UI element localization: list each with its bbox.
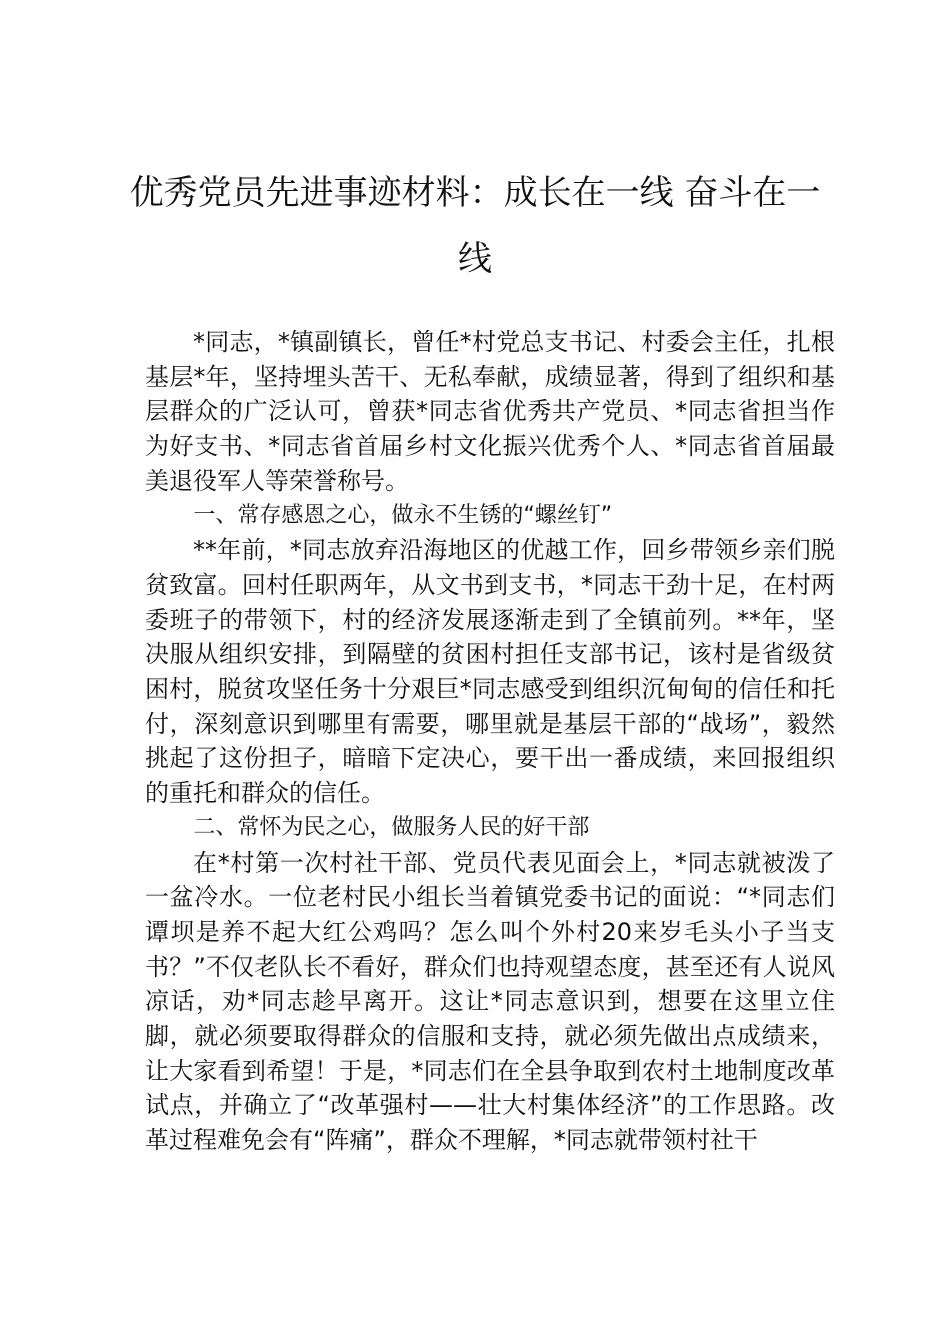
document-body	[145, 325, 835, 1158]
section-1-paragraph: **年前，*同志放弃沿海地区的优越工作，回乡带领乡亲们脱贫致富。回村任职两年，从文书到支书，*同志干劲十足，在村两委班子的带领下，村的经济发展逐渐走到了全镇前列。**年，坚决服从组织安排，到隔壁的贫困村担任支部书记，该村是省级贫困村，脱贫攻坚任务十分艰巨*同志感受到组织沉甸甸的信任和托付，深刻意识到哪里有需要，哪里就是基层干部的“战场”，毅然挑起了这份担子，暗暗下定决心，要干出一番成绩，来回报组织的重托和群众的信任。	[145, 536, 835, 808]
section-2-paragraph: 在*村第一次村社干部、党员代表见面会上，*同志就被泼了一盆冷水。一位老村民小组长当着镇党委书记的面说：“*同志们谭坝是养不起大红公鸡吗？怎么叫个外村20来岁毛头小子当支书？”不仅老队长不看好，群众们也持观望态度，甚至还有人说风凉话，劝*同志趁早离开。这让*同志意识到，想要在这里立住脚，就必须要取得群众的信服和支持，就必须先做出点成绩来，让大家看到希望！于是，*同志们在全县争取到农村土地制度改革试点，并确立了“改革强村——壮大村集体经济”的工作思路。改革过程难免会有“阵痛”，群众不理解，*同志就带领村社干	[145, 848, 835, 1155]
section-heading-1: 一、常存感恩之心，做永不生锈的“螺丝钉”	[193, 502, 613, 528]
intro-paragraph: *同志，*镇副镇长，曾任*村党总支书记、村委会主任，扎根基层*年，坚持埋头苦干、无私奉献，成绩显著，得到了组织和基层群众的广泛认可，曾获*同志省优秀共产党员、*同志省担当作为好支书、*同志省首届乡村文化振兴优秀个人、*同志省首届最美退役军人等荣誉称号。	[145, 328, 835, 495]
document-title: 优秀党员先进事迹材料：成长在一线 奋斗在一线	[129, 173, 821, 279]
section-heading-2: 二、常怀为民之心，做服务人民的好干部	[193, 814, 590, 840]
